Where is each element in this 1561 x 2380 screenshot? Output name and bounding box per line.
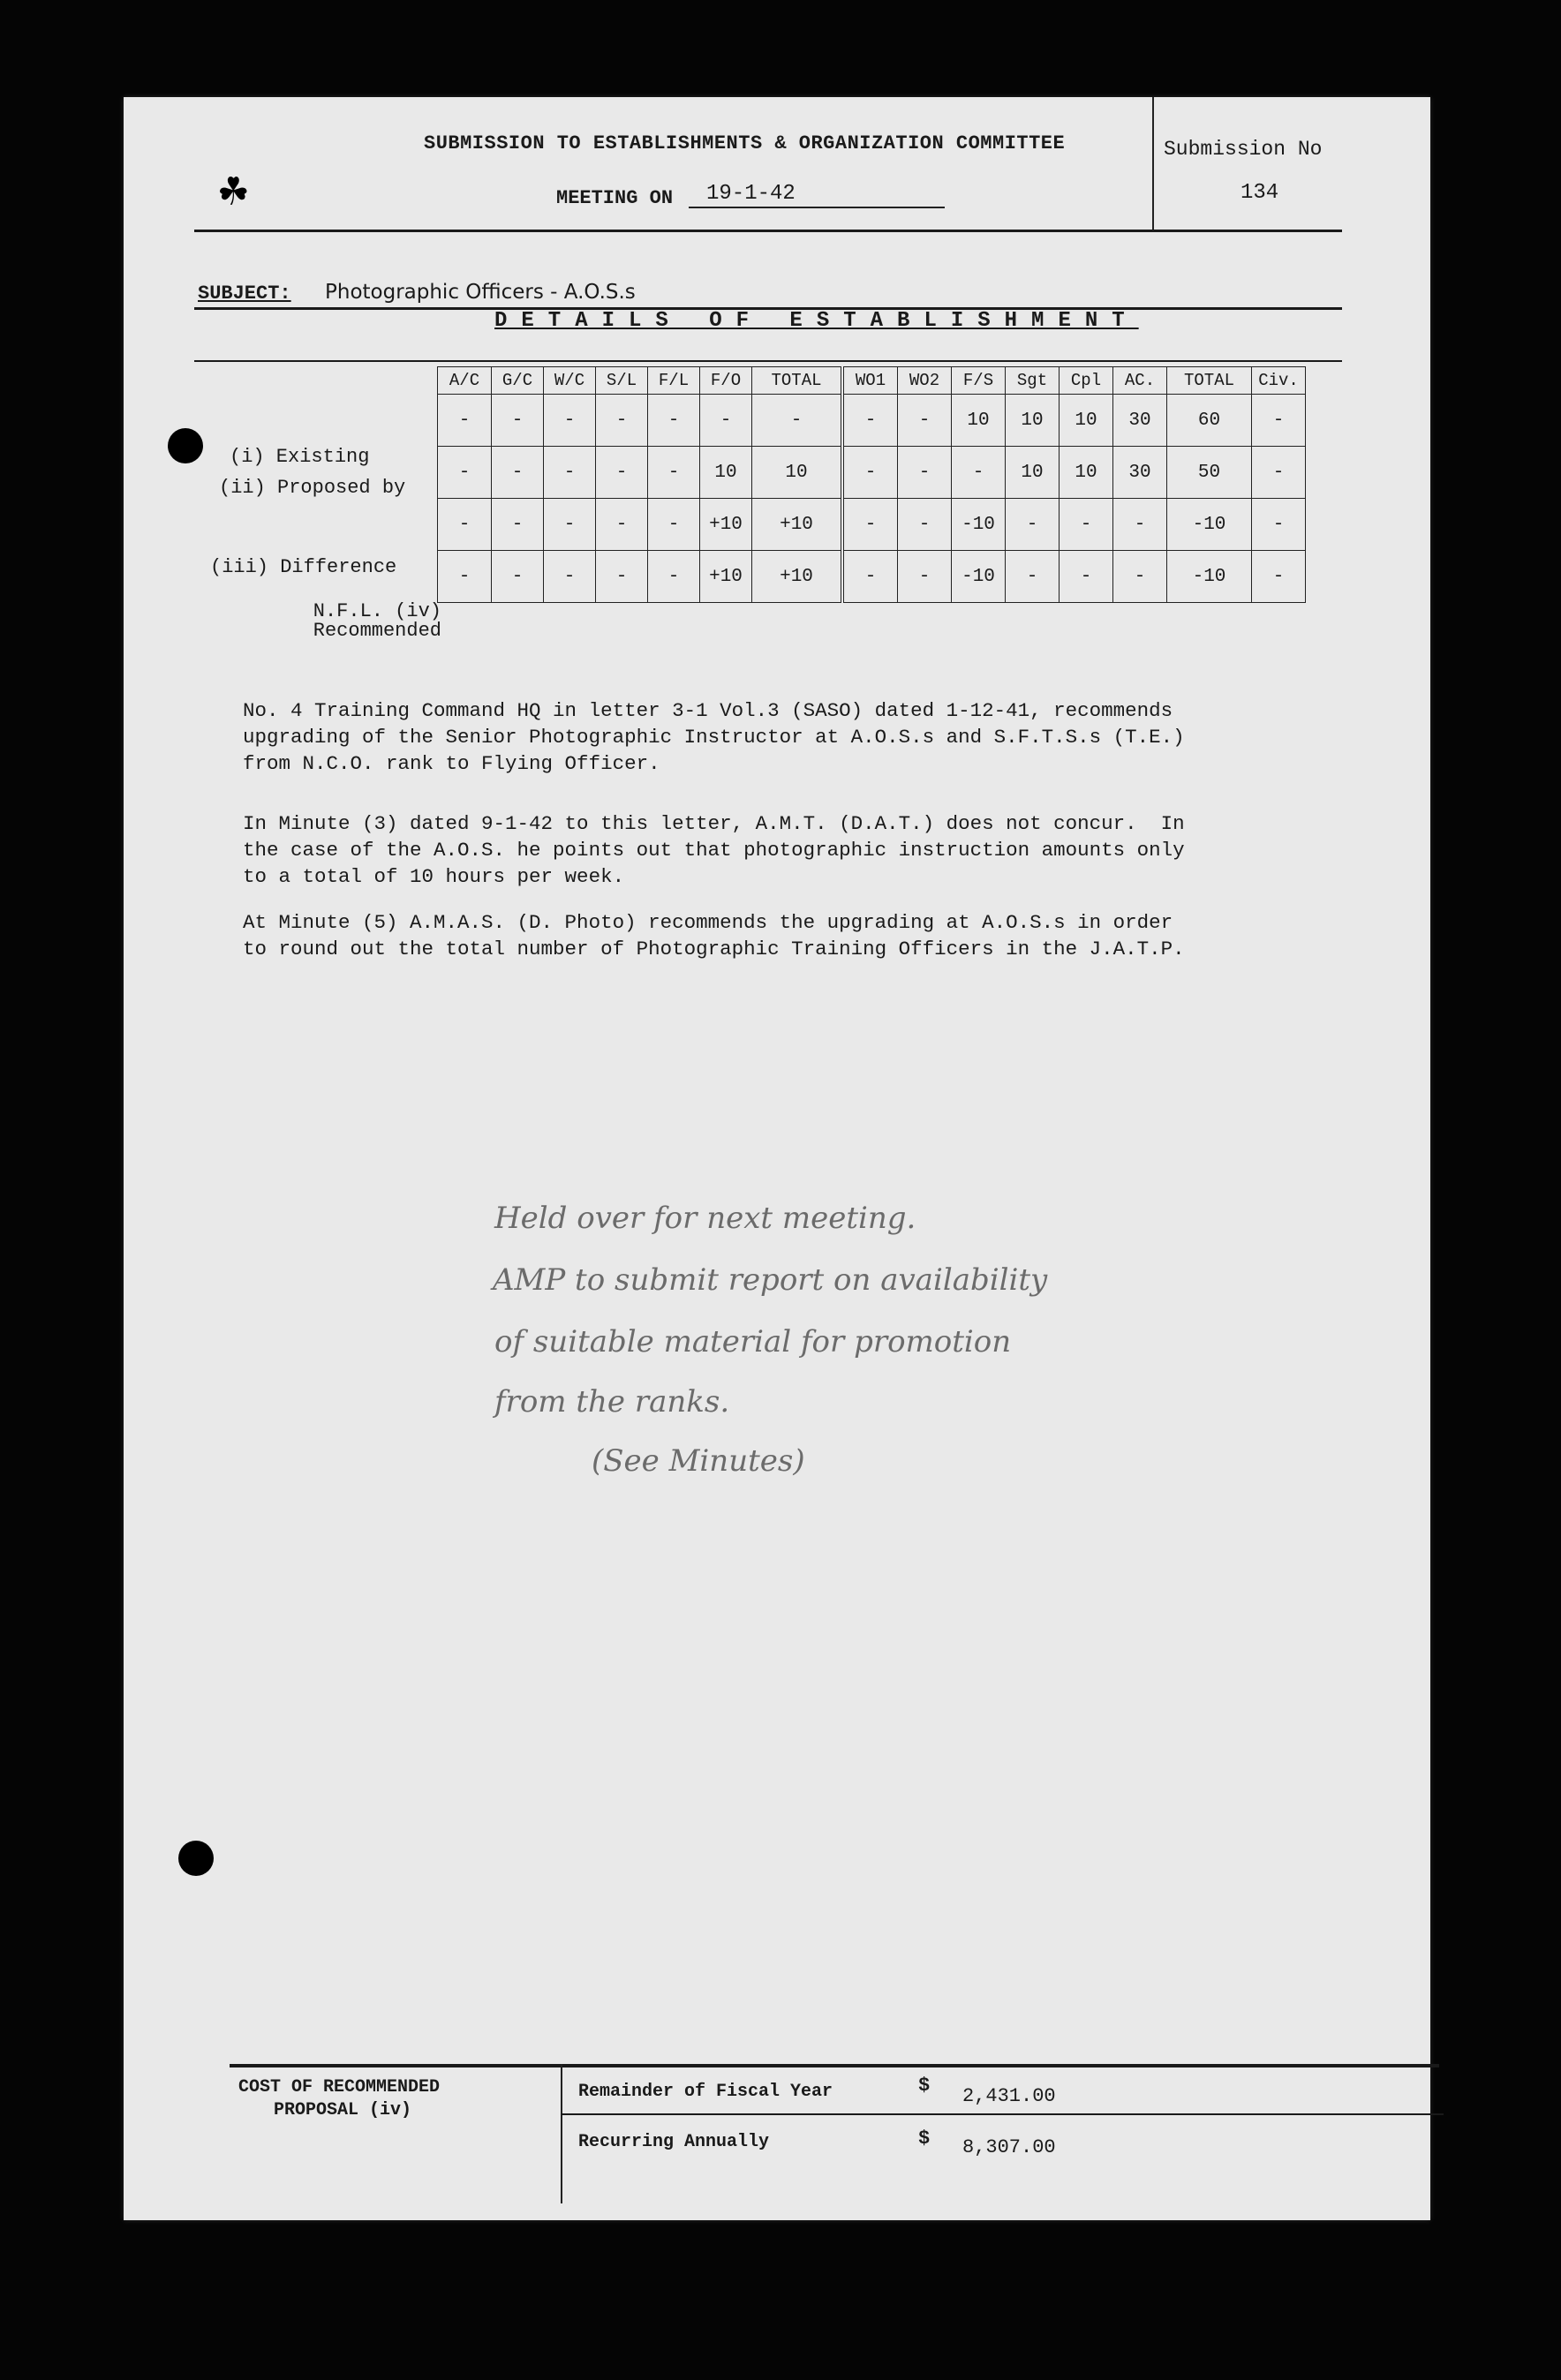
col-header: Civ. [1252,367,1306,395]
handwritten-note-line-1: Held over for next meeting. [494,1201,916,1236]
paragraph-1: No. 4 Training Command HQ in letter 3-1 Vol.3 (SASO) dated 1-12-41, recommends upgrading of the Senior Photographic Instructor at A.O.S.s and S.F.T.S.s (T.E.) from N.C.O. rank to Flying Officer. [243,699,1185,775]
cost-row-label: Recurring Annually [578,2132,770,2152]
table-cell: 10 [1060,447,1113,499]
col-header: F/L [648,367,700,395]
details-rule [194,360,1342,362]
cost-label-line-2: PROPOSAL (iv) [274,2100,412,2120]
table-cell: - [596,395,648,447]
table-cell: - [648,447,700,499]
punch-hole [178,1841,214,1876]
paragraph-2: In Minute (3) dated 9-1-42 to this letter, A.M.T. (D.A.T.) does not concur. In the case of the A.O.S. he points out that photographic instruction amounts only to a total of 10 hours per week. [243,812,1185,888]
table-cell: -10 [952,499,1006,551]
col-header: WO2 [898,367,952,395]
table-header-row [438,367,1306,395]
cost-label [238,2076,440,2122]
establishment-table [437,366,1306,603]
header-rule [194,230,1342,232]
corner-mark-icon: ☘ [219,166,248,220]
table-cell: - [438,499,492,551]
table-cell: - [842,395,898,447]
table-cell: 60 [1167,395,1252,447]
table-cell: 10 [700,447,752,499]
col-header: W/C [544,367,596,395]
header-divider [1152,97,1154,230]
table-cell: - [842,499,898,551]
table-cell: - [1113,551,1167,603]
table-cell: - [1006,499,1060,551]
table-cell: - [492,447,544,499]
handwritten-note-line-3: of suitable material for promotion [494,1324,1012,1359]
table-cell: - [1060,551,1113,603]
table-cell: - [648,551,700,603]
col-header: F/S [952,367,1006,395]
table-cell: +10 [752,551,843,603]
table-cell: 10 [1006,395,1060,447]
table-cell: +10 [700,551,752,603]
table-cell: - [898,395,952,447]
table-cell: -10 [1167,499,1252,551]
table-cell: 50 [1167,447,1252,499]
cost-label-line-1: COST OF RECOMMENDED [238,2077,441,2098]
dollar-sign: $ [918,2128,931,2150]
table-cell: -10 [952,551,1006,603]
punch-hole [168,428,203,463]
table-row [438,499,1306,551]
table-row [438,447,1306,499]
table-cell: +10 [700,499,752,551]
row-label-difference: (iii) Difference [210,556,397,578]
document-page [124,97,1430,2220]
table-cell: 10 [952,395,1006,447]
table-cell: - [898,447,952,499]
table-row [438,395,1306,447]
table-cell: 10 [752,447,843,499]
table-cell: - [1060,499,1113,551]
col-header: TOTAL [752,367,843,395]
table-cell: - [492,551,544,603]
table-cell: - [1252,551,1306,603]
table-cell: - [952,447,1006,499]
table-cell: - [596,551,648,603]
table-row [438,551,1306,603]
meeting-label: MEETING ON [556,187,674,209]
table-cell: 30 [1113,447,1167,499]
table-cell: - [842,551,898,603]
table-cell: - [438,447,492,499]
table-cell: - [1252,499,1306,551]
col-header: S/L [596,367,648,395]
row-label-recommended: N.F.L. (iv) Recommended [313,600,441,642]
table-cell: 10 [1006,447,1060,499]
row-label-proposed: (ii) Proposed by [219,477,406,499]
dollar-sign: $ [918,2075,931,2097]
table-cell: - [842,447,898,499]
meeting-underline [689,207,945,208]
table-cell: - [438,395,492,447]
table-cell: - [898,499,952,551]
cost-row-rule [561,2113,1444,2115]
table-cell: - [752,395,843,447]
col-header: WO1 [842,367,898,395]
table-cell: - [492,395,544,447]
table-cell: - [492,499,544,551]
table-cell: - [544,551,596,603]
cost-amount: 2,431.00 [962,2085,1056,2107]
cost-divider [561,2064,562,2203]
meeting-date: 19-1-42 [706,182,796,206]
table-cell: - [544,395,596,447]
paragraph-3: At Minute (5) A.M.A.S. (D. Photo) recommends the upgrading at A.O.S.s in order to round out the total number of Photographic Training Officers in the J.A.T.P. [243,911,1185,960]
subject-value: Photographic Officers - A.O.S.s [325,281,636,304]
table-cell: - [1113,499,1167,551]
handwritten-note-line-4: from the ranks. [494,1384,730,1420]
table-cell: - [596,447,648,499]
submission-label: Submission No [1164,138,1323,161]
cost-top-rule [230,2064,1439,2067]
details-title: DETAILS OF ESTABLISHMENT [494,309,1139,333]
table-cell: - [648,395,700,447]
table-cell: - [700,395,752,447]
table-cell: - [544,447,596,499]
document-title: SUBMISSION TO ESTABLISHMENTS & ORGANIZATION COMMITTEE [424,132,1066,154]
col-header: TOTAL [1167,367,1252,395]
table-cell: - [596,499,648,551]
cost-row-label: Remainder of Fiscal Year [578,2082,833,2102]
submission-number: 134 [1241,181,1279,205]
col-header: F/O [700,367,752,395]
col-header: Cpl [1060,367,1113,395]
col-header: G/C [492,367,544,395]
table-cell: - [898,551,952,603]
table-cell: - [544,499,596,551]
handwritten-note-line-5: (See Minutes) [592,1443,805,1479]
table-cell: - [1252,395,1306,447]
table-cell: - [1252,447,1306,499]
table-cell: +10 [752,499,843,551]
table-cell: 10 [1060,395,1113,447]
col-header: A/C [438,367,492,395]
col-header: AC. [1113,367,1167,395]
table-cell: - [648,499,700,551]
row-label-existing: (i) Existing [230,446,370,468]
handwritten-note-line-2: AMP to submit report on availability [493,1262,1048,1298]
table-cell: -10 [1167,551,1252,603]
subject-label: SUBJECT: [198,282,291,305]
col-header: Sgt [1006,367,1060,395]
table-cell: 30 [1113,395,1167,447]
table-cell: - [1006,551,1060,603]
cost-amount: 8,307.00 [962,2136,1056,2158]
table-cell: - [438,551,492,603]
